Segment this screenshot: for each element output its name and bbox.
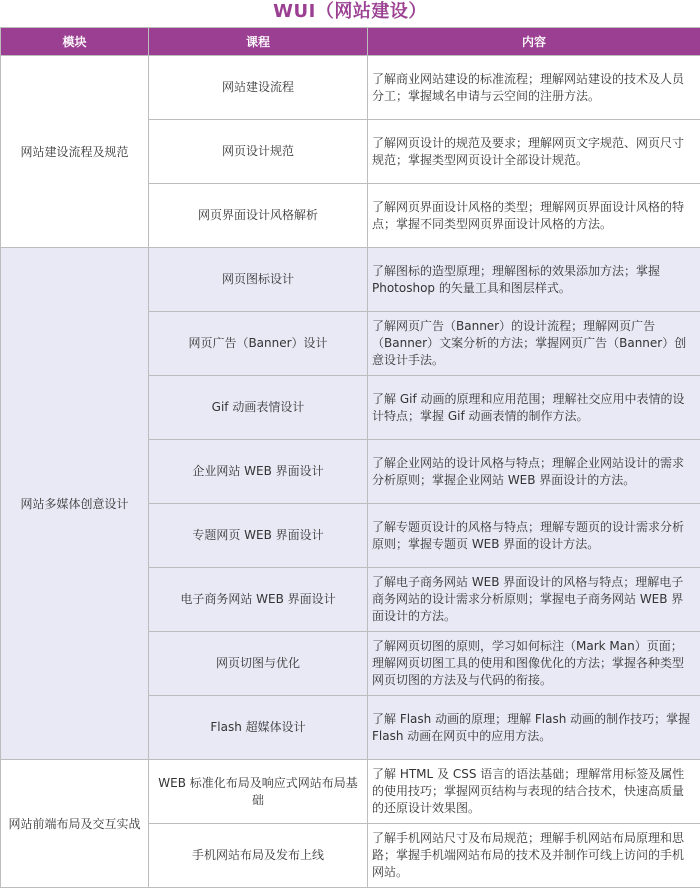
content-cell: 了解 Gif 动画的原理和应用范围；理解社交应用中表情的设计特点；掌握 Gif 动画表情的制作方法。 [368, 376, 700, 440]
course-cell: Flash 超媒体设计 [149, 696, 368, 760]
content-cell: 了解电子商务网站 WEB 界面设计的风格与特点；理解电子商务网站的设计需求分析原则；掌握电子商务网站 WEB 界面设计的方法。 [368, 568, 700, 632]
course-cell: 电子商务网站 WEB 界面设计 [149, 568, 368, 632]
content-cell: 了解手机网站尺寸及布局规范；理解手机网站布局原理和思路；掌握手机端网站布局的技术及并制作可线上访问的手机网站。 [368, 824, 700, 888]
table-row [1, 760, 700, 824]
course-cell: 网站建设流程 [149, 56, 368, 120]
course-cell: 网页广告（Banner）设计 [149, 312, 368, 376]
course-cell: 手机网站布局及发布上线 [149, 824, 368, 888]
table-row [1, 56, 700, 120]
content-cell: 了解专题页设计的风格与特点；理解专题页的设计需求分析原则；掌握专题页 WEB 界面的设计方法。 [368, 504, 700, 568]
content-cell: 了解商业网站建设的标准流程；理解网站建设的技术及人员分工；掌握域名申请与云空间的注册方法。 [368, 56, 700, 120]
course-cell: WEB 标准化布局及响应式网站布局基础 [149, 760, 368, 824]
course-cell: 专题网页 WEB 界面设计 [149, 504, 368, 568]
course-cell: Gif 动画表情设计 [149, 376, 368, 440]
course-cell: 企业网站 WEB 界面设计 [149, 440, 368, 504]
content-cell: 了解企业网站的设计风格与特点；理解企业网站设计的需求分析原则；掌握企业网站 WEB 界面设计的方法。 [368, 440, 700, 504]
header-module: 模块 [1, 28, 149, 56]
course-table [0, 27, 700, 888]
content-cell: 了解网页界面设计风格的类型；理解网页界面设计风格的特点；掌握不同类型网页界面设计风格的方法。 [368, 184, 700, 248]
content-cell: 了解网页切图的原则，学习如何标注（Mark Man）页面；理解网页切图工具的使用和图像优化的方法；掌握各种类型网页切图的方法及与代码的衔接。 [368, 632, 700, 696]
table-row [1, 248, 700, 312]
page-title: WUI（网站建设） [0, 0, 700, 27]
content-cell: 了解网页广告（Banner）的设计流程；理解网页广告（Banner）文案分析的方法；掌握网页广告（Banner）创意设计手法。 [368, 312, 700, 376]
module-cell: 网站多媒体创意设计 [1, 248, 149, 760]
header-course: 课程 [149, 28, 368, 56]
header-content: 内容 [368, 28, 700, 56]
course-cell: 网页切图与优化 [149, 632, 368, 696]
content-cell: 了解图标的造型原理；理解图标的效果添加方法；掌握 Photoshop 的矢量工具和图层样式。 [368, 248, 700, 312]
course-cell: 网页设计规范 [149, 120, 368, 184]
table-header-row [1, 28, 700, 56]
content-cell: 了解 Flash 动画的原理；理解 Flash 动画的制作技巧；掌握 Flash 动画在网页中的应用方法。 [368, 696, 700, 760]
module-cell: 网站前端布局及交互实战 [1, 760, 149, 888]
content-cell: 了解网页设计的规范及要求；理解网页文字规范、网页尺寸规范；掌握类型网页设计全部设计规范。 [368, 120, 700, 184]
course-cell: 网页界面设计风格解析 [149, 184, 368, 248]
module-cell: 网站建设流程及规范 [1, 56, 149, 248]
course-cell: 网页图标设计 [149, 248, 368, 312]
content-cell: 了解 HTML 及 CSS 语言的语法基础；理解常用标签及属性的使用技巧；掌握网页结构与表现的结合技术，快速高质量的还原设计效果图。 [368, 760, 700, 824]
